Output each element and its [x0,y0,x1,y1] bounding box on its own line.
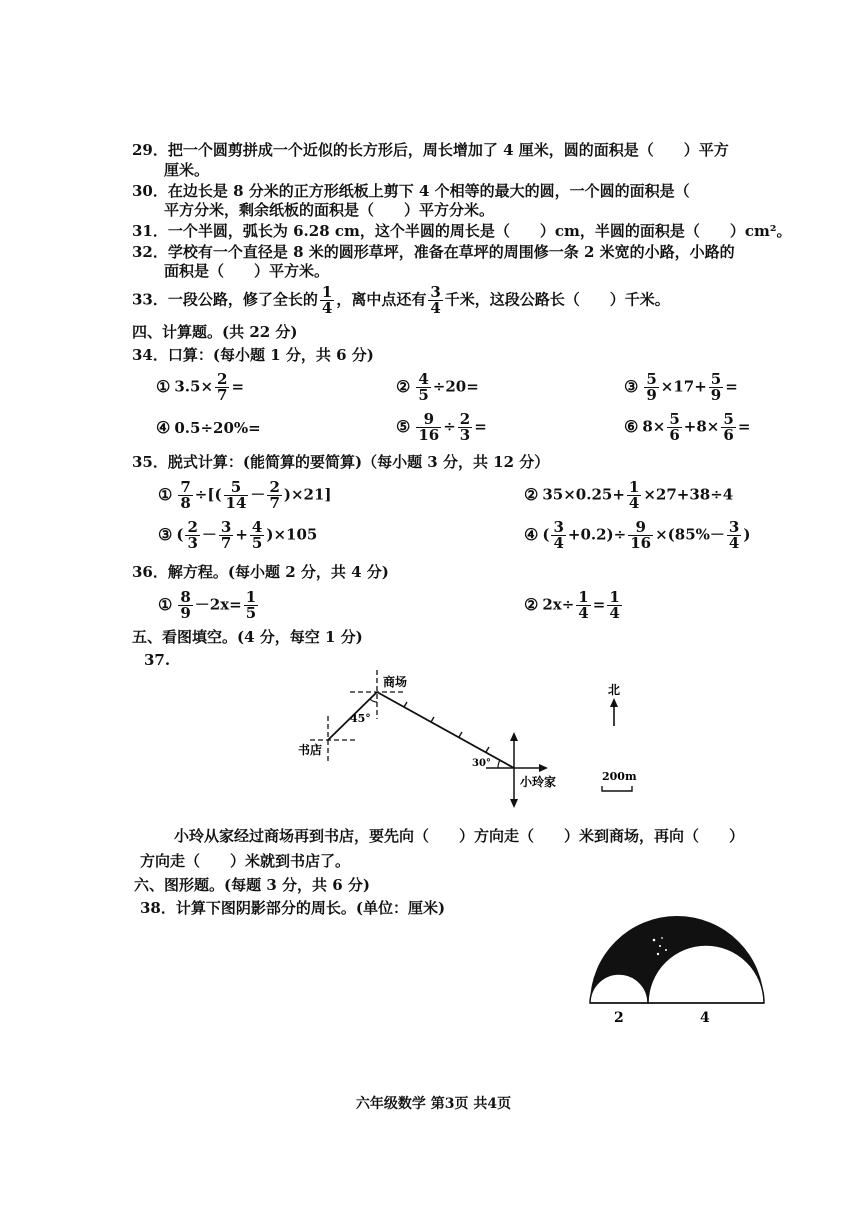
page-footer: 六年级数学 第3页 共4页 [355,1096,512,1112]
angle-30-arc [498,760,500,768]
scale-label: 200m [602,770,637,783]
q33: 33．一段公路，修了全长的 $\frac{1}{4}$ ，离中点还有 $\frac{3}{4}$ 千米，这段公路长（ ）千米。 [132,283,670,317]
q36-expr-2: ② 2x÷ $\frac{1}{4}$ = $\frac{1}{4}$ [524,588,620,622]
arrow-right-icon [539,764,548,772]
q34-expr-5: ⑤ $\frac{9}{16}$ ÷ $\frac{2}{3}$ = [396,410,487,444]
dimension-2: 2 [614,1010,624,1025]
shaded-semicircle-figure [580,910,770,1025]
q35-expr-3: ③ ( $\frac{2}{3}$ － $\frac{3}{7}$ + $\frac{4}{5}$ )×105 [158,518,318,552]
q37-line1: 小玲从家经过商场再到书店，要先向（ ）方向走（ ）米到商场，再向（ ） [174,827,745,845]
q29-line1: 29．把一个圆剪拼成一个近似的长方形后，周长增加了 4 厘米，圆的面积是（ ）平方 [132,141,729,159]
section-6-heading: 六、图形题。(每题 3 分，共 6 分) [134,876,370,894]
q30-line1: 30．在边长是 8 分米的正方形纸板上剪下 4 个相等的最大的圆，一个圆的面积是（ [132,182,720,200]
path-ticks [404,702,489,752]
q35-expr-4: ④ ( $\frac{3}{4}$ +0.2)÷ $\frac{9}{16}$ ×(85%－ $\frac{3}{4}$ ) [524,518,751,552]
map-diagram [290,664,660,812]
q29-line2: 厘米。 [164,161,210,179]
path-mall-home [377,692,514,768]
q34-expr-3: ③ $\frac{5}{9}$ ×17+ $\frac{5}{9}$ = [624,370,738,404]
q34-expr-1: ① 3.5× $\frac{2}{7}$ = [156,370,245,404]
north-label: 北 [608,683,621,697]
q35-expr-2: ② 35×0.25+ $\frac{1}{4}$ ×27+38÷4 [524,478,734,512]
angle-45-label: 45° [350,712,371,725]
fraction: $\frac{1}{4}$ [321,283,333,317]
mall-label: 商场 [383,675,408,689]
q38-title: 38．计算下图阴影部分的周长。(单位：厘米) [140,899,446,917]
scale-bar [602,786,632,791]
angle-30-label: 30° [472,758,491,769]
q35-title: 35．脱式计算：(能简算的要简算)（每小题 3 分，共 12 分） [132,453,550,471]
fraction: $\frac{3}{4}$ [430,283,441,317]
q30-line2: 平方分米，剩余纸板的面积是（ ）平方分米。 [164,201,495,219]
section-4-heading: 四、计算题。(共 22 分) [132,323,298,341]
q36-title: 36．解方程。(每小题 2 分，共 4 分) [132,563,389,581]
arrow-up-icon [510,732,518,741]
q35-expr-1: ① $\frac{7}{8}$ ÷[( $\frac{5}{14}$ － $\frac{2}{7}$ )×21] [158,478,332,512]
q36-expr-1: ① $\frac{8}{9}$ －2x= $\frac{1}{5}$ [158,588,257,622]
q34-title: 34．口算：(每小题 1 分，共 6 分) [132,346,374,364]
north-arrow-icon [610,698,618,707]
q31: 31．一个半圆，弧长为 6.28 cm，这个半圆的周长是（ ）cm，半圆的面积是（ ）cm²。 [132,222,792,240]
dimension-4: 4 [700,1010,710,1025]
q34-expr-2: ② $\frac{4}{5}$ ÷20= [396,370,479,404]
arrow-down-icon [510,799,518,808]
q32-line1: 32．学校有一个直径是 8 米的圆形草坪，准备在草坪的周围修一条 2 米宽的小路，小路的 [132,243,735,261]
angle-45-arc [370,699,377,702]
q37-number: 37. [144,651,171,669]
q37-line2: 方向走（ ）米就到书店了。 [140,852,351,870]
home-label: 小玲家 [520,775,557,789]
bookstore-label: 书店 [298,743,323,757]
q32-line2: 面积是（ ）平方米。 [164,262,330,280]
q34-expr-6: ⑥ 8× $\frac{5}{6}$ +8× $\frac{5}{6}$ = [624,410,751,444]
section-5-heading: 五、看图填空。(4 分，每空 1 分) [132,628,363,646]
q34-expr-4: ④ 0.5÷20%= [156,418,261,437]
